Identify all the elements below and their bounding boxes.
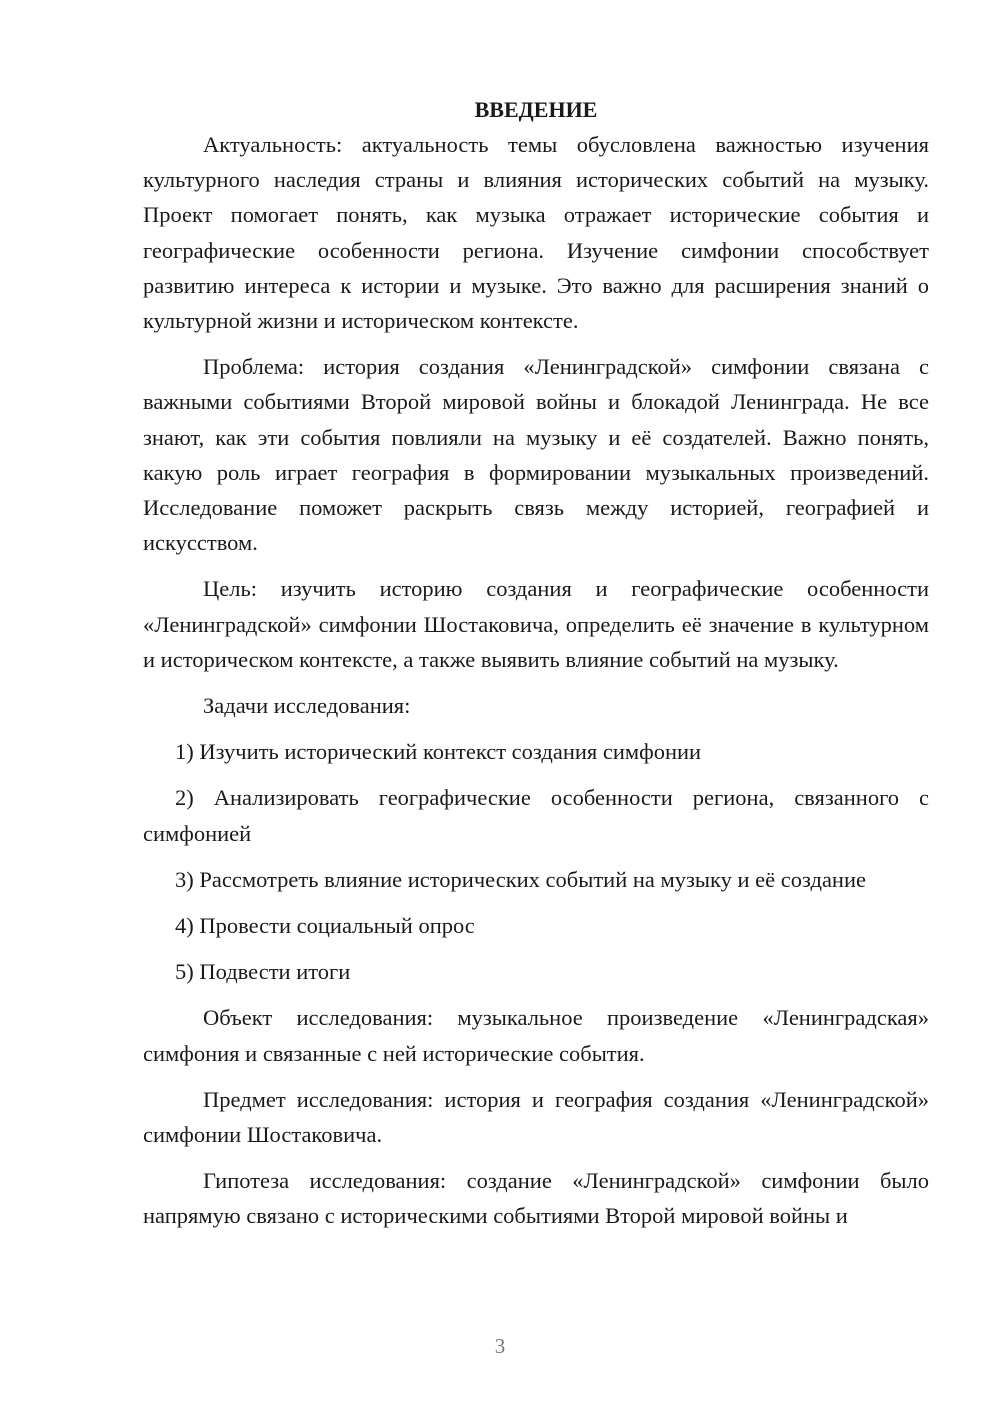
paragraph-object: Объект исследования: музыкальное произведение «Ленинградская» симфония и связанные с ней исторические события. (143, 1005, 929, 1066)
list-item: 1) Изучить исторический контекст создания симфонии (175, 739, 702, 765)
paragraph-subject: Предмет исследования: история и география создания «Ленинградской» симфонии Шостаковича. (143, 1086, 929, 1148)
page-number: 3 (494, 1334, 506, 1358)
list-item: 4) Провести социальный опрос (175, 913, 475, 939)
list-item: 3) Рассмотреть влияние исторических событий на музыку и её создание (175, 866, 866, 892)
page-content (143, 92, 929, 1234)
paragraph-relevance: Актуальность: актуальность темы обусловлена важностью изучения культурного наследия страны и влияния исторических событий на музыку. Проект помогает понять, как музыка отражает исторические события и географические особенности региона. Изучение симфонии способствует развитию интереса к истории и музыке. Это важно для расширения знаний о культурной жизни и историческом контексте. (143, 132, 929, 334)
tasks-title: Задачи исследования: (203, 693, 411, 719)
paragraph-goal: Цель: изучить историю создания и географические особенности «Ленинградской» симфонии Шостаковича, определить её значение в культурном и историческом контексте, а также выявить влияние событий на музыку. (143, 576, 929, 672)
list-item: 5) Подвести итоги (175, 959, 351, 985)
page-heading: ВВЕДЕНИЕ (474, 97, 598, 122)
paragraph-hypothesis: Гипотеза исследования: создание «Ленинградской» симфонии было напрямую связано с историческими событиями Второй мировой войны и (143, 1168, 929, 1229)
paragraph-problem: Проблема: история создания «Ленинградской» симфонии связана с важными событиями Второй мировой войны и блокадой Ленинграда. Не все знают, как эти события повлияли на музыку и её создателей. Важно понять, какую роль играет география в формировании музыкальных произведений. Исследование поможет раскрыть связь между историей, географией и искусством. (143, 354, 929, 556)
list-item: 2) Анализировать географические особенности региона, связанного с симфонией (143, 785, 929, 846)
